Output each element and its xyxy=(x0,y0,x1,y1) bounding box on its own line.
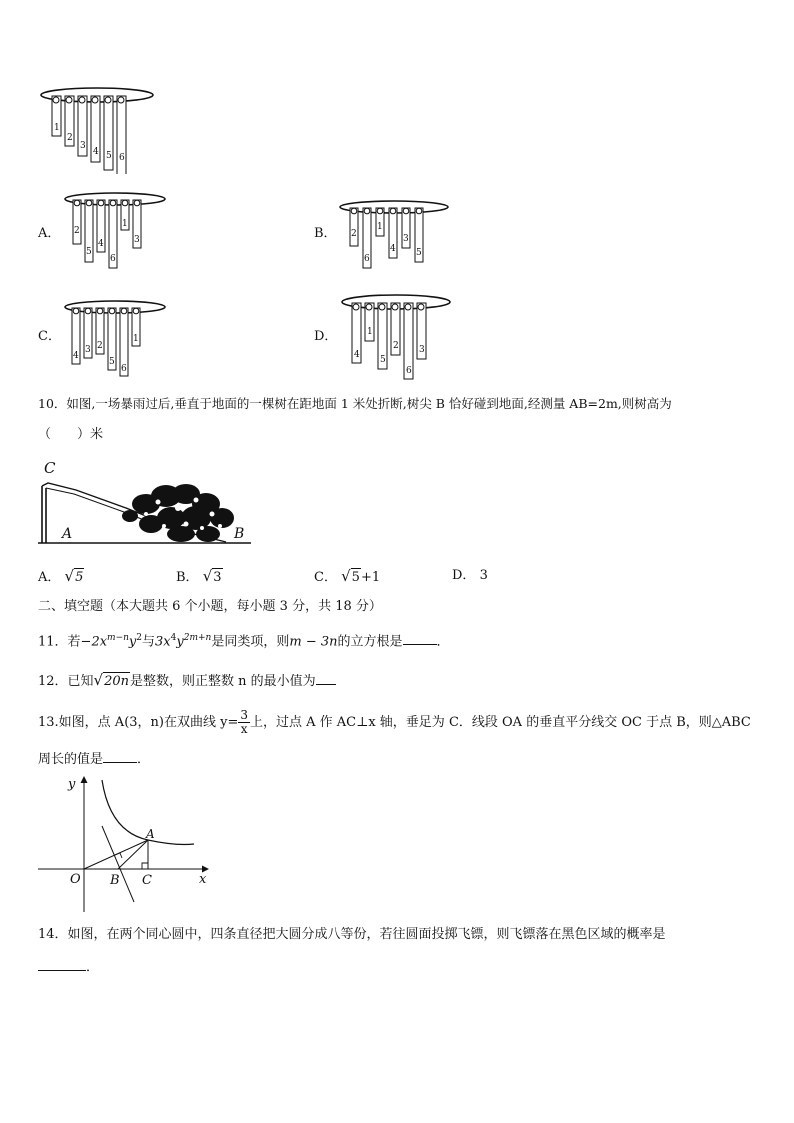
strip-number: 1 xyxy=(54,123,60,133)
strip-number: 2 xyxy=(393,341,399,351)
q11-term2: 3x xyxy=(155,634,171,650)
strip-number: 3 xyxy=(85,345,91,355)
strip-number: 2 xyxy=(97,341,103,351)
strip-number: 3 xyxy=(419,345,425,355)
strip-number: 6 xyxy=(364,254,370,264)
q11-term1-yexp: 2 xyxy=(136,633,143,643)
option-value: 3 xyxy=(479,568,488,583)
q13-label-c: C xyxy=(142,873,152,888)
option-d-ring-figure[interactable] xyxy=(338,290,458,382)
top-ring-figure xyxy=(38,82,158,174)
q13-end: ． xyxy=(137,752,151,767)
q13-label-a: A xyxy=(146,827,155,841)
q13-label-b: B xyxy=(110,873,120,888)
q11-term1-y: y xyxy=(128,634,137,650)
q11-mid: 与 xyxy=(142,634,156,650)
q11-end: ． xyxy=(436,634,450,650)
q10-stem-line1: 10．如图,一场暴雨过后,垂直于地面的一棵树在距地面 1 米处折断,树尖 B 恰好碰到地面,经测量 AB=2m,则树高为 xyxy=(38,396,672,411)
q10-label-a: A xyxy=(62,526,73,542)
strip-number: 5 xyxy=(106,151,112,161)
option-b-ring-figure[interactable] xyxy=(336,196,454,270)
option-letter: C． xyxy=(314,570,337,585)
q13-fraction xyxy=(238,709,250,736)
strip-number: 4 xyxy=(93,147,99,157)
option-a-letter[interactable]: A． xyxy=(38,226,61,241)
q13-label-o: O xyxy=(70,872,81,887)
option-a-ring-figure[interactable] xyxy=(60,188,172,270)
strip-number: 6 xyxy=(110,254,116,264)
strip-number: 5 xyxy=(86,247,92,257)
option-c-ring-figure[interactable] xyxy=(60,296,172,378)
section-title: 二、填空题（本大题共 6 个小题，每小题 3 分，共 18 分） xyxy=(38,599,382,614)
q14-stem-line1: 14．如图，在两个同心圆中，四条直径把大圆分成八等份，若往圆面投掷飞镖，则飞镖落在黑色区域的概率是 xyxy=(38,927,666,942)
option-c-letter[interactable]: C． xyxy=(38,329,61,344)
strip-number: 4 xyxy=(73,351,79,361)
option-d-letter[interactable]: D． xyxy=(314,329,338,344)
q13-frac-num: 3 xyxy=(240,708,248,722)
q11-term2-exp: 4 xyxy=(170,633,177,643)
option-letter: B． xyxy=(176,570,199,585)
strip-number: 3 xyxy=(80,141,86,151)
q11-term1: −2x xyxy=(80,634,108,650)
q10-option-d[interactable] xyxy=(452,567,488,585)
q10-option-c[interactable] xyxy=(314,567,380,587)
strip-number: 2 xyxy=(74,226,80,236)
q11-term1-exp: m−n xyxy=(107,633,129,643)
option-letter: A． xyxy=(38,570,61,585)
q10-label-b: B xyxy=(234,526,245,542)
radicand: 3 xyxy=(213,570,222,585)
strip-number: 4 xyxy=(354,350,360,360)
q13-coordinate-figure xyxy=(36,772,216,914)
strip-number: 5 xyxy=(109,357,115,367)
q13-stem-line2 xyxy=(38,750,150,769)
q12-answer-blank[interactable] xyxy=(316,672,336,685)
q11-prefix: 11．若 xyxy=(38,634,81,650)
strip-number: 2 xyxy=(351,229,357,239)
q11-term2-yexp: 2m+n xyxy=(183,633,212,643)
q11-term2-y: y xyxy=(176,634,184,650)
q13-frac-den: x xyxy=(240,722,248,736)
q13-answer-blank[interactable] xyxy=(103,750,137,763)
q11-tail: 的立方根是 xyxy=(337,634,403,650)
strip-number: 3 xyxy=(134,235,140,245)
strip-number: 6 xyxy=(121,364,127,374)
strip-number: 5 xyxy=(416,248,422,258)
sqrt-sign: √ xyxy=(341,567,351,585)
q13-line2: 周长的值是 xyxy=(38,752,104,767)
q11-suffix: 是同类项，则 xyxy=(211,634,290,650)
q13-part2: 上，过点 A 作 AC⊥x 轴，垂足为 C．线段 OA 的垂直平分线交 OC 于点 B，则△ABC xyxy=(250,715,751,730)
strip-number: 6 xyxy=(406,366,412,376)
strip-number: 1 xyxy=(367,327,373,337)
q14-answer-blank[interactable] xyxy=(38,958,86,971)
strip-number: 1 xyxy=(377,222,383,232)
q12-prefix: 12．已知 xyxy=(38,674,94,689)
q13-label-x: x xyxy=(199,872,207,887)
strip-number: 1 xyxy=(122,219,128,229)
q11-stem xyxy=(38,629,450,651)
radicand: 5 xyxy=(351,570,360,585)
q13-part1: 13.如图，点 A(3，n)在双曲线 y= xyxy=(38,715,239,730)
q10-label-c: C xyxy=(44,459,56,477)
option-b-letter[interactable]: B． xyxy=(314,226,337,241)
q11-answer-blank[interactable] xyxy=(403,632,437,645)
q10-option-b[interactable] xyxy=(176,567,223,587)
q10-option-a[interactable] xyxy=(38,567,84,587)
radicand: 5 xyxy=(75,570,84,585)
strip-number: 5 xyxy=(380,355,386,365)
sqrt-sign: √ xyxy=(64,567,75,585)
strip-number: 4 xyxy=(98,239,104,249)
q10-stem-line2: （ ）米 xyxy=(38,427,104,442)
strip-number: 6 xyxy=(119,153,125,163)
q13-label-y: y xyxy=(68,777,76,792)
strip-number: 4 xyxy=(390,244,396,254)
q14-end: ． xyxy=(86,960,100,975)
q12-radicand: 20n xyxy=(104,674,130,689)
sqrt-sign: √ xyxy=(93,671,104,689)
strip-number: 1 xyxy=(133,334,139,344)
q13-stem-line1 xyxy=(38,709,751,737)
q14-stem-line2 xyxy=(38,958,99,977)
option-letter: D． xyxy=(452,568,476,583)
q12-suffix: 是整数，则正整数 n 的最小值为 xyxy=(130,674,316,689)
q11-expr: m − 3n xyxy=(289,634,338,650)
q10-broken-tree-figure xyxy=(36,456,256,551)
strip-number: 3 xyxy=(403,234,409,244)
sqrt-sign: √ xyxy=(202,567,213,585)
q12-stem xyxy=(38,671,336,691)
option-suffix: +1 xyxy=(360,570,381,585)
strip-number: 2 xyxy=(67,133,73,143)
